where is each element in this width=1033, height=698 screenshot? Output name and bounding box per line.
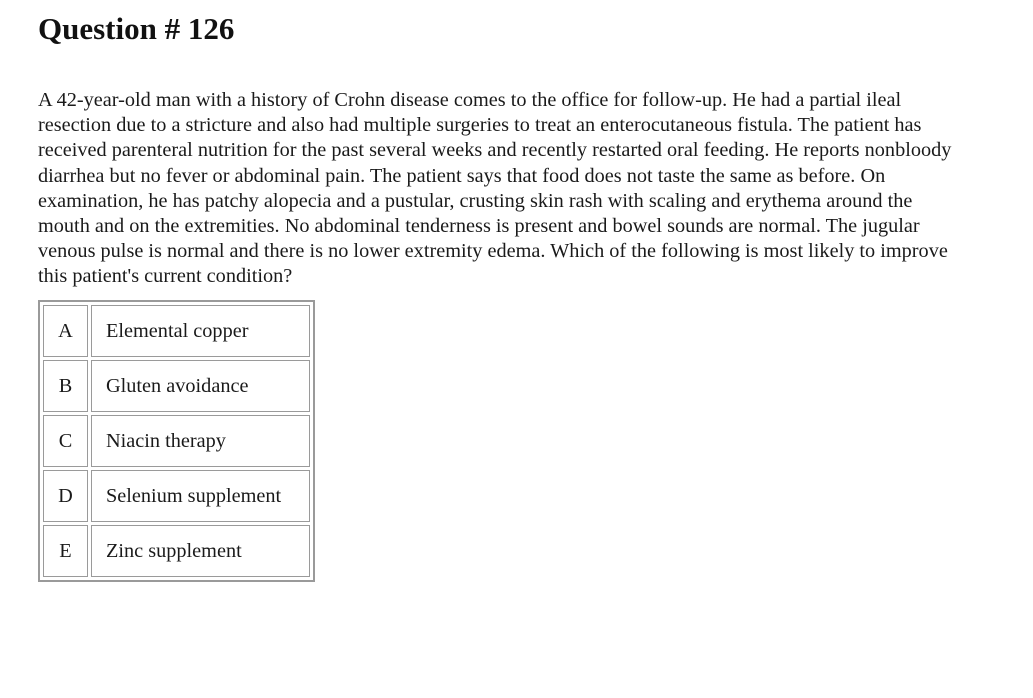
question-page xyxy=(38,0,998,562)
option-text[interactable]: Gluten avoidance xyxy=(91,360,310,412)
answer-option-b[interactable] xyxy=(43,360,310,412)
answer-option-d[interactable] xyxy=(43,470,310,522)
answer-options-table xyxy=(38,300,315,582)
question-stem: A 42-year-old man with a history of Crohn disease comes to the office for follow-up. He had a partial ileal resection due to a stricture and also had multiple surgeries to treat an enterocutaneous fistula. The patient has received parenteral nutrition for the past several weeks and recently restarted oral feeding. He reports nonbloody diarrhea but no fever or abdominal pain. The patient says that food does not taste the same as before. On examination, he has patchy alopecia and a pustular, crusting skin rash with scaling and erythema around the mouth and on the extremities. No abdominal tenderness is present and bowel sounds are normal. The jugular venous pulse is normal and there is no lower extremity edema. Which of the following is most likely to improve this patient's current condition? xyxy=(38,89,952,288)
question-title: Question # 126 xyxy=(38,11,235,46)
option-text[interactable]: Niacin therapy xyxy=(91,415,310,467)
option-text[interactable]: Selenium supplement xyxy=(91,470,310,522)
answer-option-e[interactable] xyxy=(43,525,310,577)
answer-option-a[interactable] xyxy=(43,305,310,357)
option-letter[interactable]: D xyxy=(43,470,88,522)
option-letter[interactable]: C xyxy=(43,415,88,467)
option-text[interactable]: Zinc supplement xyxy=(91,525,310,577)
option-letter[interactable]: A xyxy=(43,305,88,357)
option-text[interactable]: Elemental copper xyxy=(91,305,310,357)
option-letter[interactable]: E xyxy=(43,525,88,577)
answer-option-c[interactable] xyxy=(43,415,310,467)
option-letter[interactable]: B xyxy=(43,360,88,412)
